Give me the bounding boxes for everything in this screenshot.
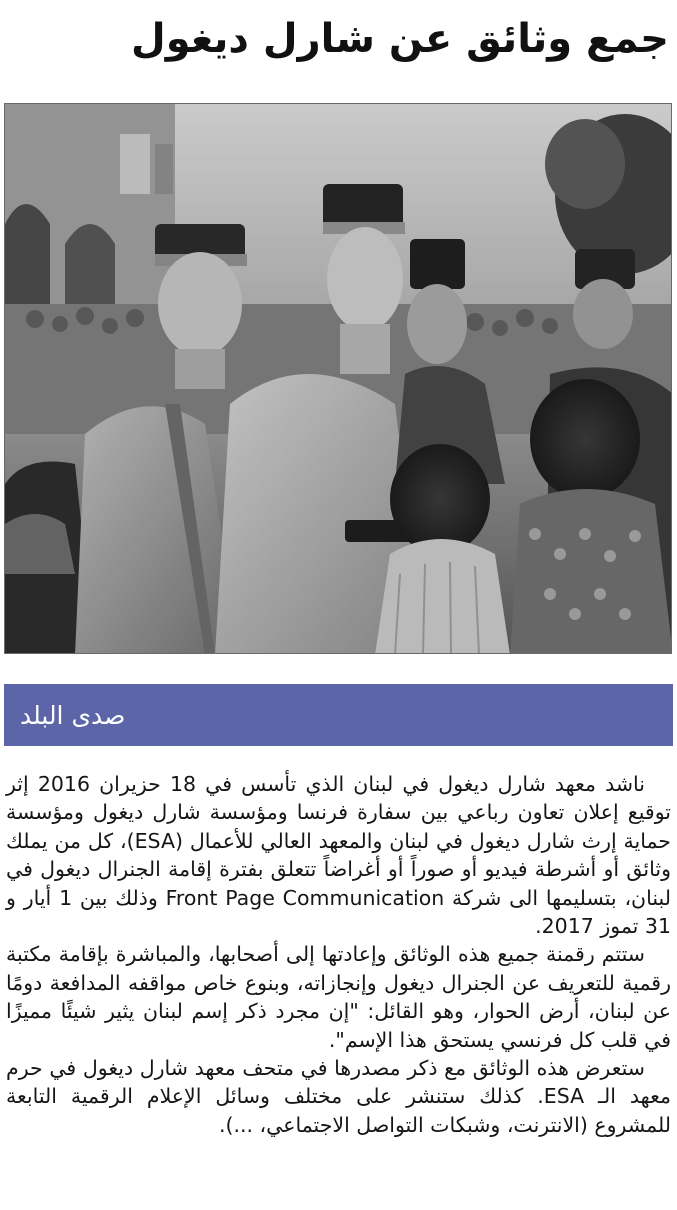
article-paragraph: ستتم رقمنة جميع هذه الوثائق وإعادتها إلى أصحابها، والمباشرة بإقامة مكتبة رقمية للتعريف عن الجنرال ديغول وإنجازاته، وبنوع خاص مواقفه المدافعة دومًا عن لبنان، أرض الحوار، وهو القائل: "إن مجرد ذكر إسم لبنان يثير شيئًا مميزًا في قلب كل فرنسي يستحق هذا الإسم". [6,942,671,1052]
headline: جمع وثائق عن شارل ديغول [131,16,669,62]
source-label: صدى البلد [20,701,126,730]
article-body [6,770,671,1139]
photo-icon [5,104,672,654]
source-bar [4,684,673,746]
article-paragraph: ناشد معهد شارل ديغول في لبنان الذي تأسس في 18 حزيران 2016 إثر توقيع إعلان تعاون رباعي بين سفارة فرنسا ومؤسسة شارل ديغول ومؤسسة حماية إرث شارل ديغول في لبنان والمعهد العالي للأعمال (ESA)، كل من يملك وثائق أو أشرطة فيديو أو صوراً أو أغراضاً تتعلق بفترة إقامة الجنرال ديغول في لبنان، بتسليمها الى شركة Front Page Communication وذلك بين 1 أيار و 31 تموز 2017. [6,772,671,939]
article-paragraph: ستعرض هذه الوثائق مع ذكر مصدرها في متحف معهد شارل ديغول في حرم معهد الـ ESA. كذلك ستنشر على مختلف وسائل الإعلام الرقمية التابعة للمشروع (الانترنت، وشبكات التواصل الاجتماعي، ...). [6,1056,671,1137]
news-photo [4,103,672,654]
